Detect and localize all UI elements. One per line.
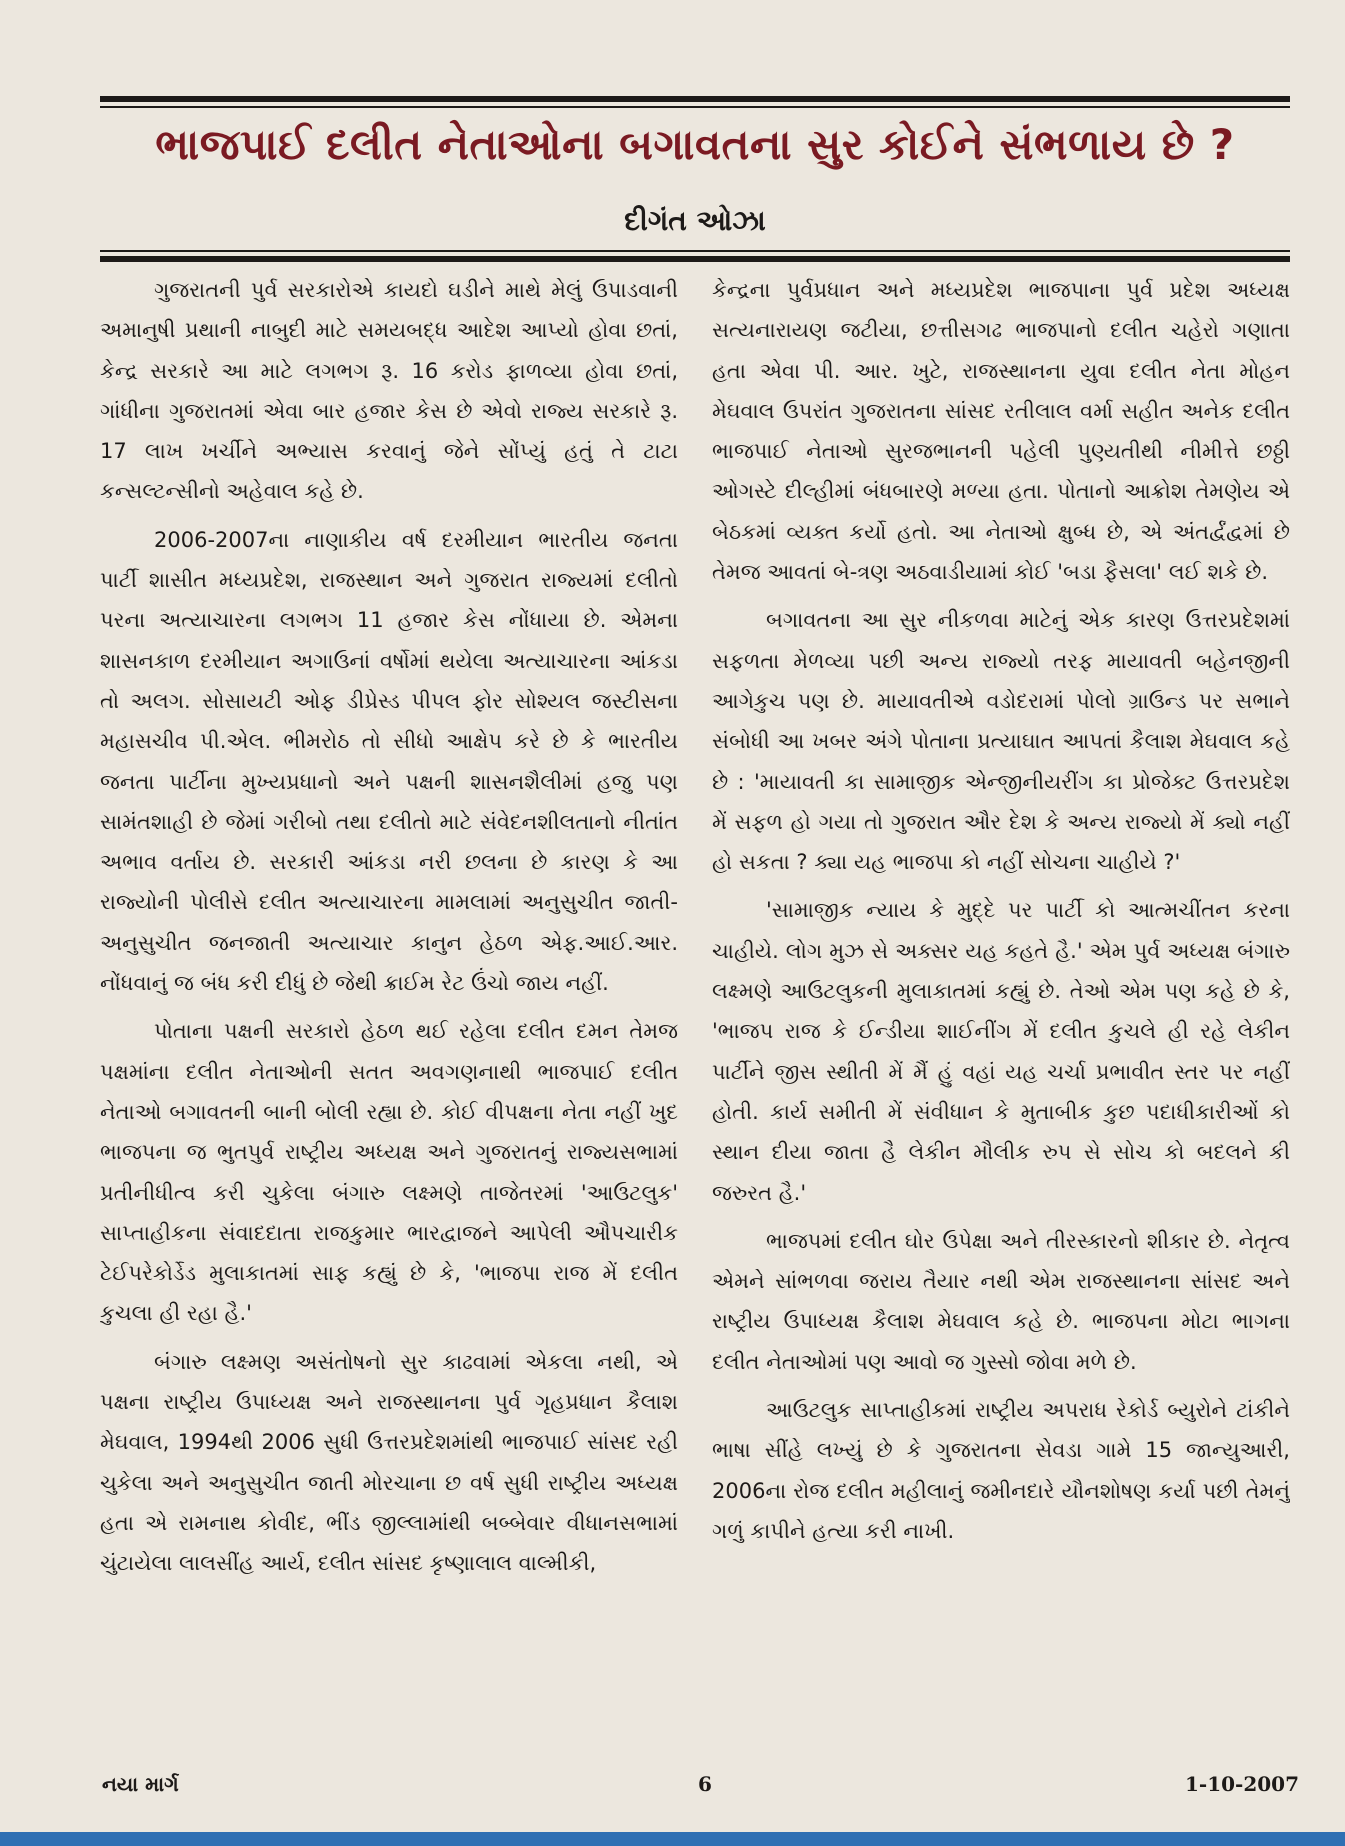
footer-page-number: 6 [698, 1772, 712, 1796]
paragraph: 2006-2007ના નાણાકીય વર્ષ દરમીયાન ભારતીય જનતા પાર્ટી શાસીત મધ્યપ્રદેશ, રાજસ્થાન અને ગુજરાત રાજ્યમાં દલીતો પરના અત્યાચારના લગભગ 11 હજાર કેસ નોંધાયા છે. એમના શાસનકાળ દરમીયાન અગાઉનાં વર્ષોમાં થયેલા અત્યાચારના આંકડા તો અલગ. સોસાયટી ઓફ ડીપ્રેસ્ડ પીપલ ફોર સોશ્યલ જસ્ટીસના મહાસચીવ પી.એલ. ભીમરોઠ તો સીધો આક્ષેપ કરે છે કે ભારતીય જનતા પાર્ટીના મુખ્યપ્રધાનો અને પક્ષની શાસનશૈલીમાં હજુ પણ સામંતશાહી છે જેમાં ગરીબો તથા દલીતો માટે સંવેદનશીલતાનો નીતાંત અભાવ વર્તાય છે. સરકારી આંકડા નરી છલના છે કારણ કે આ રાજ્યોની પોલીસે દલીત અત્યાચારના મામલામાં અનુસુચીત જાતી-અનુસુચીત જનજાતી અત્યાચાર કાનુન હેઠળ એફ.આઈ.આર. નોંધવાનું જ બંધ કરી દીધું છે જેથી ક્રાઈમ રેટ ઉંચો જાય નહીં. [100, 527, 678, 996]
footer-date: 1-10-2007 [1184, 1772, 1299, 1796]
top-rule-thin [100, 106, 1290, 108]
paragraph: કેન્દ્રના પુર્વપ્રધાન અને મધ્યપ્રદેશ ભાજપાના પુર્વ પ્રદેશ અધ્યક્ષ સત્યનારાયણ જટીયા, છત્તીસગઢ ભાજપાનો દલીત ચહેરો ગણાતા હતા એવા પી. આર. ખુટે, રાજસ્થાનના યુવા દલીત નેતા મોહન મેઘવાલ ઉપરાંત ગુજરાતના સાંસદ રતીલાલ વર્મા સહીત અનેક દલીત ભાજપાઈ નેતાઓ સુરજભાનની પહેલી પુણ્યતીથી નીમીત્તે છઠ્ઠી ઓગસ્ટે દીલ્હીમાં બંધબારણે મળ્યા હતા. પોતાનો આક્રોશ તેમણેય એ બેઠકમાં વ્યક્ત કર્યો હતો. આ નેતાઓ ક્ષુબ્ધ છે, એ અંતર્દ્વંદ્વમાં છે તેમજ આવતાં બે-ત્રણ અઠવાડીયામાં કોઈ 'બડા ફૈસલા' લઈ શકે છે. [712, 278, 1290, 585]
byline-rule-thick [100, 256, 1290, 262]
top-rule-thick [100, 96, 1290, 102]
page-bottom-edge [0, 1832, 1345, 1846]
paragraph: પોતાના પક્ષની સરકારો હેઠળ થઈ રહેલા દલીત દમન તેમજ પક્ષમાંના દલીત નેતાઓની સતત અવગણનાથી ભાજપાઈ દલીત નેતાઓ બગાવતની બાની બોલી રહ્યા છે. કોઈ વીપક્ષના નેતા નહીં ખુદ ભાજપના જ ભુતપુર્વ રાષ્ટ્રીય અધ્યક્ષ અને ગુજરાતનું રાજ્યસભામાં પ્રતીનીધીત્વ કરી ચુકેલા બંગારુ લક્ષ્મણે તાજેતરમાં 'આઉટલુક' સાપ્તાહીકના સંવાદદાતા રાજકુમાર ભારદ્વાજને આપેલી ઔપચારીક ટેઈપરેકોર્ડેડ મુલાકાતમાં સાફ કહ્યું છે કે, 'ભાજપા રાજ મેં દલીત કુચલા હી રહા હૈ.' [100, 1019, 678, 1326]
article-headline: ભાજપાઈ દલીત નેતાઓના બગાવતના સુર કોઈને સંભળાય છે ? [155, 120, 1235, 169]
article-byline: દીગંત ઓઝા [624, 204, 766, 237]
footer-publication: નયા માર્ગ [102, 1772, 179, 1796]
paragraph: ભાજપમાં દલીત ઘોર ઉપેક્ષા અને તીરસ્કારનો શીકાર છે. નેતૃત્વ એમને સાંભળવા જરાય તૈયાર નથી એમ રાજસ્થાનના સાંસદ અને રાષ્ટ્રીય ઉપાધ્યક્ષ કૈલાશ મેઘવાલ કહે છે. ભાજપના મોટા ભાગના દલીત નેતાઓમાં પણ આવો જ ગુસ્સો જોવા મળે છે. [712, 1228, 1290, 1374]
paragraph: આઉટલુક સાપ્તાહીકમાં રાષ્ટ્રીય અપરાધ રેકોર્ડ બ્યુરોને ટાંકીને ભાષા સીંહે લખ્યું છે કે ગુજરાતના સેવડા ગામે 15 જાન્યુઆરી, 2006ના રોજ દલીત મહીલાનું જમીનદારે યૌનશોષણ કર્યા પછી તેમનું ગળું કાપીને હત્યા કરી નાખી. [712, 1398, 1290, 1543]
byline-rule-thin [100, 250, 1290, 252]
paragraph: ગુજરાતની પુર્વ સરકારોએ કાયદો ઘડીને માથે મેલું ઉપાડવાની અમાનુષી પ્રથાની નાબુદી માટે સમયબદ્ધ આદેશ આપ્યો હોવા છતાં, કેન્દ્ર સરકારે આ માટે લગભગ રૂ. 16 કરોડ ફાળવ્યા હોવા છતાં, ગાંધીના ગુજરાતમાં એવા બાર હજાર કેસ છે એવો રાજ્ય સરકારે રૂ. 17 લાખ ખર્ચીને અભ્યાસ કરવાનું જેને સોંપ્યું હતું તે ટાટા કન્સલ્ટન્સીનો અહેવાલ કહે છે. [100, 278, 678, 504]
paragraph: 'સામાજીક ન્યાય કે મુદ્દે પર પાર્ટી કો આત્મચીંતન કરના ચાહીયે. લોગ મુઝ સે અક્સર યહ કહતે હૈ.' એમ પુર્વ અધ્યક્ષ બંગારુ લક્ષ્મણે આઉટલુકની મુલાકાતમાં કહ્યું છે. તેઓ એમ પણ કહે છે કે, 'ભાજપ રાજ કે ઈન્ડીયા શાઈનીંગ મેં દલીત કુચલે હી રહે લેકીન પાર્ટીને જીસ સ્થીતી મેં મૈં હું વહાં યહ ચર્ચા પ્રભાવીત સ્તર પર નહીં હોતી. કાર્ય સમીતી મેં સંવીધાન કે મુતાબીક કુછ પદાધીકારીઓં કો સ્થાન દીયા જાતા હૈ લેકીન મૌલીક રુપ સે સોચ કો બદલને કી જરુરત હૈ.' [712, 898, 1290, 1205]
left-column [100, 270, 678, 1748]
paragraph: બંગારુ લક્ષ્મણ અસંતોષનો સુર કાઢવામાં એકલા નથી, એ પક્ષના રાષ્ટ્રીય ઉપાધ્યક્ષ અને રાજસ્થાનના પુર્વ ગૃહપ્રધાન કૈલાશ મેઘવાલ, 1994થી 2006 સુધી ઉત્તરપ્રદેશમાંથી ભાજપાઈ સાંસદ રહી ચુકેલા અને અનુસુચીત જાતી મોરચાના છ વર્ષ સુધી રાષ્ટ્રીય અધ્યક્ષ હતા એ રામનાથ કોવીદ, ભીંડ જીલ્લામાંથી બબ્બેવાર વીધાનસભામાં ચુંટાયેલા લાલસીંહ આર્ય, દલીત સાંસદ કૃષ્ણાલાલ વાલ્મીકી, [100, 1349, 678, 1576]
right-column [712, 270, 1290, 1748]
paragraph: બગાવતના આ સુર નીકળવા માટેનું એક કારણ ઉત્તરપ્રદેશમાં સફળતા મેળવ્યા પછી અન્ય રાજ્યો તરફ માયાવતી બહેનજીની આગેકુચ પણ છે. માયાવતીએ વડોદરામાં પોલો ગ્રાઉન્ડ પર સભાને સંબોધી આ ખબર અંગે પોતાના પ્રત્યાઘાત આપતાં કૈલાશ મેઘવાલ કહે છે : 'માયાવતી કા સામાજીક એન્જીનીયરીંગ કા પ્રોજેક્ટ ઉત્તરપ્રદેશ મેં સફળ હો ગયા તો ગુજરાત ઔર દેશ કે અન્ય રાજ્યો મેં ક્યો નહીં હો સકતા ? ક્યા યહ ભાજપા કો નહીં સોચના ચાહીયે ?' [712, 608, 1290, 875]
